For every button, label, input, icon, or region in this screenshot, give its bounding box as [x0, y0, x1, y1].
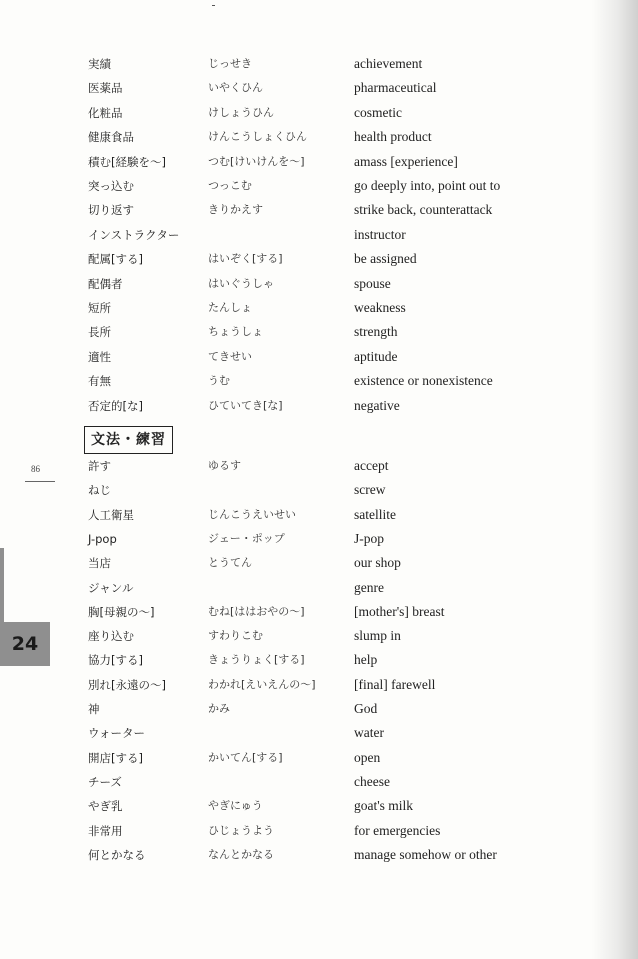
- vocab-meaning: be assigned: [354, 251, 417, 267]
- vocab-meaning: water: [354, 725, 384, 741]
- print-mark: [212, 5, 215, 6]
- vocab-word: 有無: [88, 374, 111, 389]
- vocab-meaning: health product: [354, 129, 432, 145]
- vocab-meaning: negative: [354, 397, 400, 413]
- chapter-tab-strip: [0, 548, 4, 624]
- vocab-reading: けしょうひん: [208, 105, 274, 119]
- vocab-word: 座り込む: [88, 629, 134, 644]
- vocab-word: ねじ: [88, 483, 111, 498]
- vocab-row: [88, 529, 528, 549]
- vocab-reading: はいぞく[する]: [208, 252, 283, 266]
- vocab-meaning: open: [354, 749, 381, 765]
- vocab-word: 当店: [88, 556, 111, 571]
- page-number: 86: [31, 464, 40, 474]
- vocab-row: [88, 796, 528, 816]
- vocab-meaning: our shop: [354, 555, 401, 571]
- vocab-row: [88, 723, 528, 743]
- vocab-row: [88, 322, 528, 342]
- vocab-reading: ジェー・ポップ: [208, 531, 285, 545]
- vocab-row: [88, 578, 528, 598]
- vocab-meaning: J-pop: [354, 530, 384, 546]
- vocab-word: やぎ乳: [88, 799, 123, 814]
- vocab-row: [88, 456, 528, 476]
- vocab-meaning: screw: [354, 482, 386, 498]
- vocab-word: 協力[する]: [88, 653, 143, 668]
- vocab-word: インストラクター: [88, 227, 180, 242]
- section-heading: 文法・練習: [84, 426, 173, 454]
- vocab-reading: じっせき: [208, 57, 252, 70]
- chapter-tab: 24: [0, 622, 50, 666]
- vocab-meaning: cosmetic: [354, 104, 402, 120]
- vocab-meaning: weakness: [354, 300, 406, 315]
- vocab-word: チーズ: [88, 774, 122, 789]
- vocab-meaning: strength: [354, 324, 398, 340]
- vocab-meaning: manage somehow or other: [354, 846, 497, 862]
- vocab-meaning: accept: [354, 458, 389, 473]
- vocab-word: 否定的[な]: [88, 398, 143, 413]
- vocab-row: [88, 748, 528, 768]
- vocab-reading: むね[ははおやの～]: [208, 604, 305, 618]
- vocab-row: [88, 371, 528, 391]
- vocab-word: 非常用: [88, 823, 123, 838]
- vocab-meaning: for emergencies: [354, 822, 441, 838]
- vocab-word: 何とかなる: [88, 847, 146, 862]
- vocab-reading: つむ[けいけんを～]: [208, 154, 305, 168]
- page-number-rule: [25, 481, 55, 482]
- vocab-reading: なんとかなる: [208, 847, 274, 861]
- vocab-word: 健康食品: [88, 130, 134, 145]
- vocab-row: [88, 347, 528, 367]
- vocab-row: [88, 505, 528, 525]
- vocab-row: [88, 821, 528, 841]
- vocab-word: 適性: [88, 349, 111, 364]
- vocab-reading: たんしょ: [208, 301, 252, 314]
- vocab-word: 突っ込む: [88, 179, 134, 193]
- vocab-reading: きょうりょく[する]: [208, 653, 305, 667]
- vocab-meaning: strike back, counterattack: [354, 202, 493, 218]
- vocab-row: [88, 772, 528, 792]
- vocab-word: 人工衛星: [88, 507, 134, 522]
- vocab-row: [88, 152, 528, 172]
- vocab-word: 化粧品: [88, 105, 123, 120]
- vocab-word: ジャンル: [88, 580, 134, 595]
- vocab-meaning: [mother's] breast: [354, 603, 445, 619]
- vocab-reading: ひじょうよう: [208, 823, 274, 837]
- vocab-meaning: genre: [354, 579, 384, 595]
- vocab-row: [88, 274, 528, 294]
- vocab-row: [88, 298, 528, 318]
- vocab-word: 長所: [88, 325, 111, 340]
- vocab-reading: つっこむ: [208, 179, 252, 192]
- vocab-word: 別れ[永遠の～]: [88, 677, 166, 692]
- vocab-row: [88, 127, 528, 147]
- vocab-reading: ゆるす: [208, 459, 241, 472]
- vocab-row: [88, 480, 528, 500]
- vocab-reading: じんこうえいせい: [208, 507, 296, 521]
- vocab-row: [88, 650, 528, 670]
- vocab-row: [88, 176, 528, 196]
- vocab-word: 短所: [88, 301, 111, 315]
- vocab-word: ウォーター: [88, 726, 146, 741]
- vocab-meaning: [final] farewell: [354, 676, 436, 692]
- vocab-row: [88, 626, 528, 646]
- vocab-row: [88, 78, 528, 98]
- vocab-word: 配偶者: [88, 276, 123, 291]
- vocab-meaning: satellite: [354, 506, 396, 522]
- vocab-reading: かみ: [208, 702, 230, 715]
- vocab-meaning: goat's milk: [354, 798, 414, 814]
- vocab-word: 神: [88, 702, 100, 716]
- vocab-reading: とうてん: [208, 556, 252, 570]
- vocab-row: [88, 396, 528, 416]
- vocab-meaning: go deeply into, point out to: [354, 178, 501, 193]
- vocab-meaning: instructor: [354, 226, 406, 242]
- vocab-reading: はいぐうしゃ: [208, 276, 274, 290]
- vocab-reading: ちょうしょ: [208, 325, 263, 339]
- vocab-meaning: aptitude: [354, 348, 398, 364]
- vocab-reading: いやくひん: [208, 81, 263, 95]
- vocab-word: J-pop: [88, 531, 117, 546]
- vocab-row: [88, 54, 528, 74]
- vocab-reading: けんこうしょくひん: [208, 130, 307, 144]
- vocab-row: [88, 553, 528, 573]
- vocab-meaning: cheese: [354, 773, 390, 789]
- vocab-word: 切り返す: [88, 203, 134, 218]
- vocab-reading: かいてん[する]: [208, 750, 283, 764]
- vocab-row: [88, 699, 528, 719]
- vocab-reading: わかれ[えいえんの～]: [208, 677, 316, 691]
- vocab-reading: きりかえす: [208, 203, 263, 217]
- vocab-meaning: existence or nonexistence: [354, 373, 493, 389]
- vocab-word: 実績: [88, 57, 111, 71]
- vocab-row: [88, 200, 528, 220]
- vocab-meaning: God: [354, 701, 378, 716]
- vocab-reading: やぎにゅう: [208, 799, 263, 813]
- vocab-word: 医薬品: [88, 81, 123, 96]
- vocab-meaning: achievement: [354, 56, 423, 71]
- vocab-row: [88, 675, 528, 695]
- vocab-word: 配属[する]: [88, 252, 143, 267]
- vocab-word: 開店[する]: [88, 750, 143, 765]
- vocab-reading: ひていてき[な]: [208, 398, 283, 412]
- vocab-row: [88, 845, 528, 865]
- vocab-reading: てきせい: [208, 349, 252, 363]
- vocab-reading: すわりこむ: [208, 629, 263, 643]
- vocab-row: [88, 103, 528, 123]
- vocab-word: 許す: [88, 459, 111, 473]
- binding-shadow: [592, 0, 638, 959]
- vocab-meaning: slump in: [354, 628, 401, 644]
- vocab-reading: うむ: [208, 374, 230, 388]
- vocab-meaning: help: [354, 652, 378, 668]
- vocab-meaning: pharmaceutical: [354, 80, 437, 96]
- vocab-row: [88, 225, 528, 245]
- vocab-row: [88, 249, 528, 269]
- vocab-meaning: spouse: [354, 275, 391, 291]
- vocab-word: 胸[母親の～]: [88, 604, 155, 619]
- vocab-row: [88, 602, 528, 622]
- vocab-word: 積む[経験を～]: [88, 154, 166, 169]
- vocab-meaning: amass [experience]: [354, 153, 458, 169]
